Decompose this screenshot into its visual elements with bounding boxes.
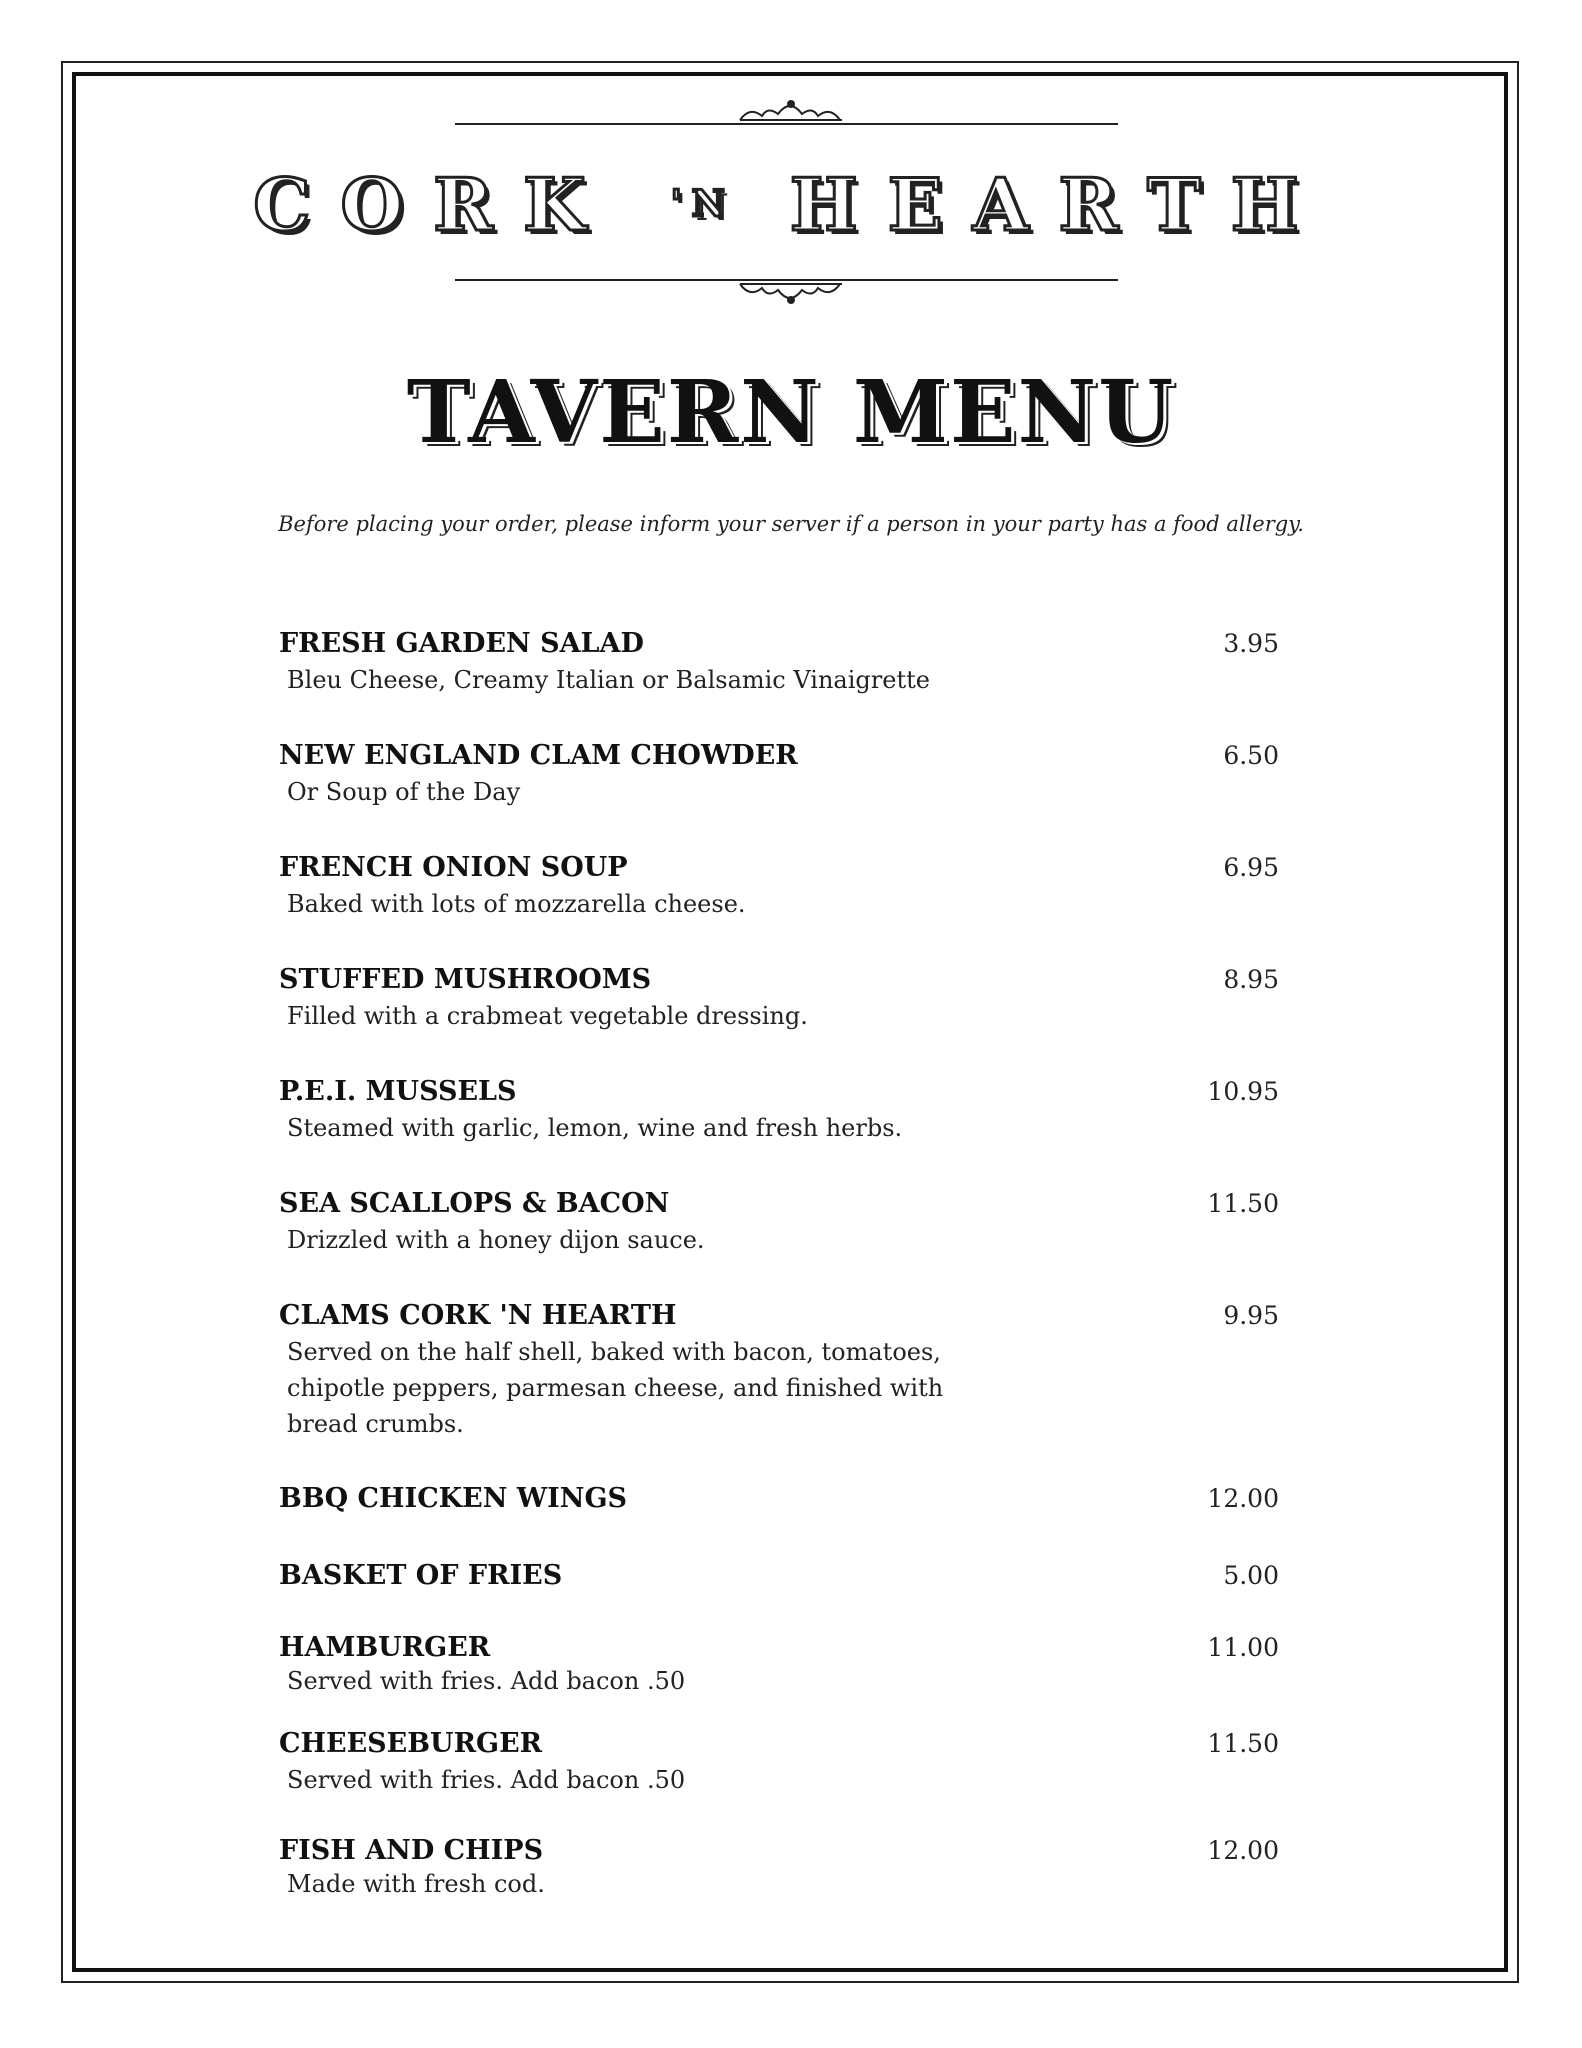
item-name: FRENCH ONION SOUP: [279, 852, 628, 883]
item-description: Filled with a crabmeat vegetable dressing.: [287, 1002, 808, 1030]
menu-item: [279, 1186, 1279, 1258]
item-name: CLAMS CORK 'N HEARTH: [279, 1300, 677, 1331]
item-description: Or Soup of the Day: [287, 778, 521, 806]
item-name: NEW ENGLAND CLAM CHOWDER: [279, 740, 798, 771]
menu-item: [279, 1630, 1279, 1696]
menu-title: TAVERN MENU: [406, 362, 1176, 463]
item-name: HAMBURGER: [279, 1632, 491, 1663]
menu-item: [279, 1833, 1279, 1899]
restaurant-name: [0, 162, 1582, 247]
restaurant-name-part2: HEARTH: [789, 162, 1329, 247]
item-price: 11.50: [1207, 1189, 1279, 1218]
allergy-note: Before placing your order, please inform your server if a person in your party has a food allergy.: [278, 512, 1304, 536]
item-name: FRESH GARDEN SALAD: [279, 628, 644, 659]
menu-item: [279, 850, 1279, 922]
item-name: P.E.I. MUSSELS: [279, 1076, 517, 1107]
menu-item: [279, 1298, 1279, 1442]
menu-item: [279, 1726, 1279, 1798]
item-price: 6.50: [1223, 741, 1279, 770]
bottom-ornament-divider: [0, 268, 1582, 308]
item-name: FISH AND CHIPS: [279, 1835, 544, 1866]
menu-item: [279, 738, 1279, 810]
menu-item: [279, 962, 1279, 1034]
item-description: Served on the half shell, baked with bacon, tomatoes, chipotle peppers, parmesan cheese, and finished with bread crumbs.: [287, 1338, 944, 1438]
item-name: SEA SCALLOPS & BACON: [279, 1188, 670, 1219]
item-price: 9.95: [1223, 1301, 1279, 1330]
menu-item: [279, 1481, 1279, 1517]
item-description: Made with fresh cod.: [287, 1870, 545, 1898]
menu-item: [279, 1558, 1279, 1594]
item-price: 11.50: [1207, 1729, 1279, 1758]
item-price: 5.00: [1223, 1561, 1279, 1590]
item-price: 12.00: [1207, 1484, 1279, 1513]
item-price: 8.95: [1223, 965, 1279, 994]
item-name: BBQ CHICKEN WINGS: [279, 1483, 627, 1514]
menu-item: [279, 626, 1279, 698]
top-ornament-divider: [0, 96, 1582, 136]
item-price: 10.95: [1207, 1077, 1279, 1106]
item-price: 11.00: [1207, 1633, 1279, 1662]
restaurant-name-part1: CORK: [253, 162, 616, 247]
item-description: Served with fries. Add bacon .50: [287, 1766, 686, 1794]
item-price: 3.95: [1223, 629, 1279, 658]
item-name: STUFFED MUSHROOMS: [279, 964, 652, 995]
item-description: Bleu Cheese, Creamy Italian or Balsamic Vinaigrette: [287, 666, 930, 694]
item-name: CHEESEBURGER: [279, 1728, 543, 1759]
item-description: Steamed with garlic, lemon, wine and fresh herbs.: [287, 1114, 903, 1142]
menu-item: [279, 1074, 1279, 1146]
item-name: BASKET OF FRIES: [279, 1560, 563, 1591]
item-description: Drizzled with a honey dijon sauce.: [287, 1226, 705, 1254]
item-description: Baked with lots of mozzarella cheese.: [287, 890, 746, 918]
item-price: 6.95: [1223, 853, 1279, 882]
item-description: Served with fries. Add bacon .50: [287, 1667, 686, 1695]
item-price: 12.00: [1207, 1836, 1279, 1865]
restaurant-name-connector: 'N: [670, 183, 735, 225]
